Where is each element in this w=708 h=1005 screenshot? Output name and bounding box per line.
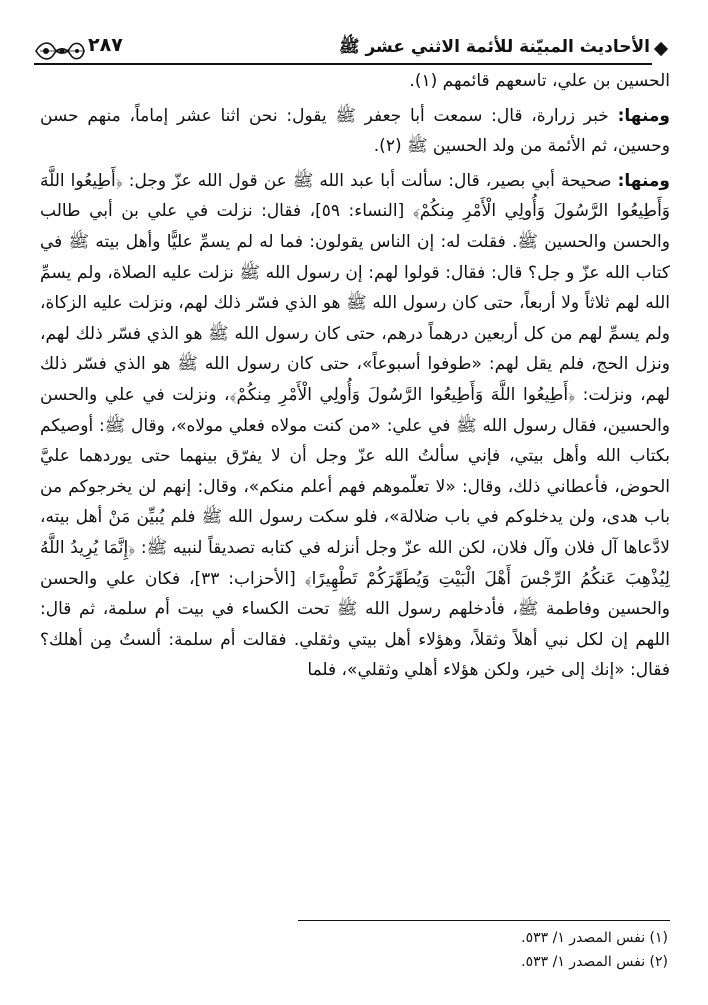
paragraph-lead: ومنها:: [617, 105, 670, 126]
diamond-icon: [654, 42, 668, 56]
footnote: (٢) نفس المصدر ١/ ٥٣٣.: [521, 954, 668, 970]
page-number: ٢٨٧: [88, 34, 123, 56]
header-rule: [34, 63, 652, 65]
footnote: (١) نفس المصدر ١/ ٥٣٣.: [521, 930, 668, 946]
body-text: [40, 66, 670, 690]
paragraph: [40, 66, 670, 97]
running-title: الأحاديث المبيّنة للأئمة الاثني عشر ﷺ: [339, 37, 650, 57]
paragraph-lead: ومنها:: [617, 170, 670, 191]
running-header: [34, 30, 674, 70]
paragraph-text: صحيحة أبي بصير، قال: سألت أبا عبد الله ﷺ عن قول الله عزّ وجل: ﴿أَطِيعُوا اللَّهَ وَأَطِيعُوا الرَّسُولَ وَأُولِي الْأَمْرِ مِنكُمْ﴾ [النساء: ٥٩]، فقال: نزلت في علي بن أبي طالب والحسن والحسين ﷺ. فقلت له: إن الناس يقولون: فما له لم يسمِّ عليًّا وأهل بيته ﷺ في كتاب الله عزّ و جل؟ قال: فقال: قولوا لهم: إن رسول الله ﷺ نزلت عليه الصلاة، ولم يسمِّ الله لهم ثلاثاً ولا أربعاً، حتى كان رسول الله ﷺ هو الذي فسّر ذلك لهم، ونزلت عليه الزكاة، ولم يسمِّ لهم من كل أربعين درهماً درهم، حتى كان رسول الله ﷺ هو الذي فسّر ذلك لهم، ونزل الحج، فلم يقل لهم: «طوفوا أسبوعاً»، حتى كان رسول الله ﷺ هو الذي فسّر ذلك لهم، ونزلت: ﴿أَطِيعُوا اللَّهَ وَأَطِيعُوا الرَّسُولَ وَأُولِي الْأَمْرِ مِنكُمْ﴾، ونزلت في علي والحسن والحسين، فقال رسول الله ﷺ في علي: «من كنت مولاه فعلي مولاه»، وقال ﷺ: أوصيكم بكتاب الله وأهل بيتي، فإني سألتُ الله عزّ وجل أن لا يفرّق بينهما حتى يوردهما عليَّ الحوض، فأعطاني ذلك، وقال: «لا تعلّموهم فهم أعلم منكم»، وقال: إنهم لن يخرجوكم من باب هدى، ولن يدخلوكم في باب ضلالة»، فلو سكت رسول الله ﷺ فلم يُبيِّن مَنْ أهل بيته، لادَّعاها آل فلان وآل فلان، لكن الله عزّ وجل أنزله في كتابه تصديقاً لنبيه ﷺ: ﴿إِنَّمَا يُرِيدُ اللَّهُ لِيُذْهِبَ عَنكُمُ الرِّجْسَ أَهْلَ الْبَيْتِ وَيُطَهِّرَكُمْ تَطْهِيرًا﴾ [الأحزاب: ٣٣]، فكان علي والحسن والحسين وفاطمة ﷺ، فأدخلهم رسول الله ﷺ تحت الكساء في بيت أم سلمة، ثم قال: اللهم إن لكل نبي أهلاً وثقلاً، وهؤلاء أهل بيتي وثقلي. فقالت أم سلمة: ألستُ مِن أهلك؟ فقال: «إنك إلى خير، ولكن هؤلاء أهلي وثقلي»، فلما: [40, 170, 671, 681]
paragraph-text: الحسين بن علي، تاسعهم قائمهم (١).: [409, 71, 670, 91]
footnotes: [38, 926, 668, 974]
paragraph: [40, 166, 670, 686]
paragraph: [40, 101, 670, 162]
footnote-rule: [298, 920, 670, 921]
ornament-icon: [34, 36, 86, 66]
paragraph-text: خبر زرارة، قال: سمعت أبا جعفر ﷺ يقول: نحن اثنا عشر إماماً، منهم حسن وحسين، ثم الأئمة من ولد الحسين ﷺ (٢).: [40, 105, 670, 157]
